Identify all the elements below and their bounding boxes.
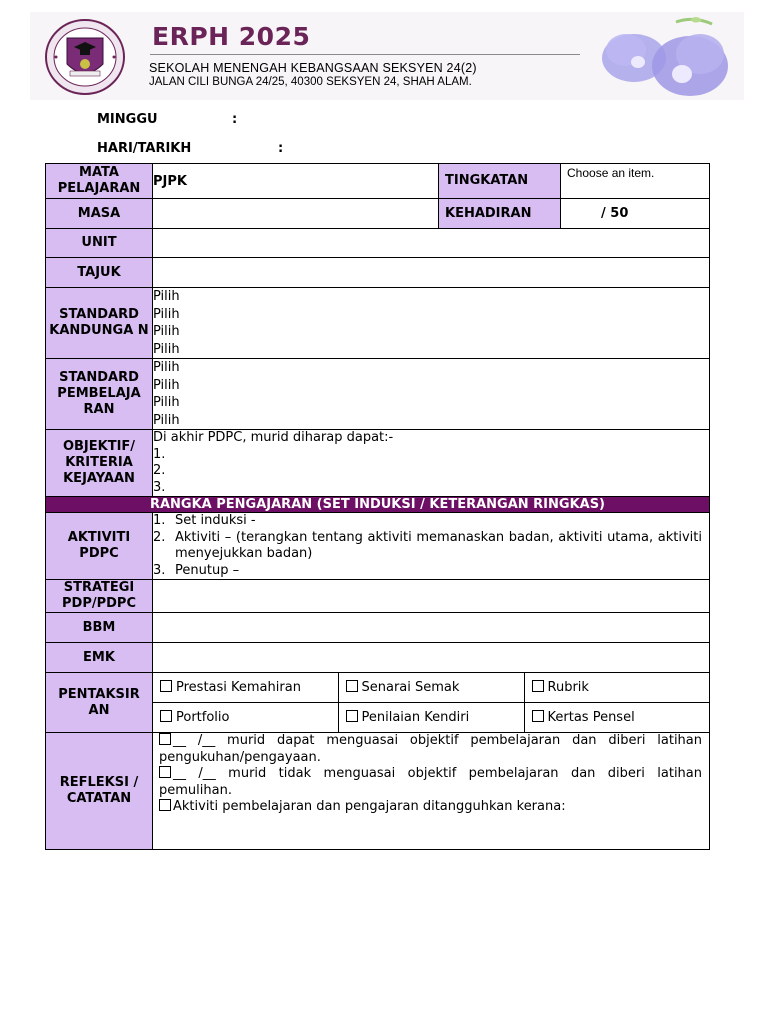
minggu-colon: :	[232, 112, 238, 127]
objektif-value[interactable]	[153, 430, 710, 497]
standard-kandungan-list	[153, 288, 710, 359]
objektif-item: 2.	[153, 463, 166, 478]
school-name: SEKOLAH MENENGAH KEBANGSAAN SEKSYEN 24(2)	[149, 61, 477, 75]
objektif-intro: Di akhir PDPC, murid diharap dapat:-	[153, 430, 394, 445]
hari-tarikh-colon: :	[278, 141, 284, 156]
checkbox-icon	[160, 680, 172, 692]
aktiviti-item: 3. Penutup –	[153, 562, 240, 578]
checkbox-icon	[160, 710, 172, 722]
checkbox-icon[interactable]	[159, 799, 171, 811]
refleksi-tidak-menguasai: __ /__ murid tidak menguasai objektif pembelajaran dan diberi latihan pemulihan.	[159, 766, 702, 798]
minggu-label: MINGGU	[97, 112, 158, 127]
masa-value[interactable]	[153, 199, 439, 229]
standard-kandungan-dropdown[interactable]: Pilih	[153, 341, 180, 357]
refleksi-label: REFLEKSI / CATATAN	[46, 733, 153, 850]
objektif-item: 1.	[153, 446, 166, 462]
unit-value[interactable]	[153, 229, 710, 258]
checkbox-icon	[532, 710, 544, 722]
kertas-pensel-checkbox[interactable]: Kertas Pensel	[524, 703, 709, 733]
pentaksiran-options	[153, 673, 710, 733]
standard-kandungan-label: STANDARD KANDUNGA N	[46, 288, 153, 359]
refleksi-dapat-menguasai: __ /__ murid dapat menguasai objektif pembelajaran dan diberi latihan pengukuhan/pengayaan.	[159, 733, 702, 765]
emk-value[interactable]	[153, 643, 710, 673]
checkbox-icon	[346, 710, 358, 722]
objektif-item: 3.	[153, 479, 166, 495]
standard-pembelajaran-label: STANDARD PEMBELAJA RAN	[46, 359, 153, 430]
emk-label: EMK	[46, 643, 153, 673]
rubrik-checkbox[interactable]: Rubrik	[524, 673, 709, 703]
checkbox-icon[interactable]	[159, 766, 171, 778]
kehadiran-value[interactable]: / 50	[561, 199, 710, 229]
standard-kandungan-dropdown[interactable]: Pilih	[153, 324, 180, 339]
lesson-plan-table	[45, 163, 710, 850]
standard-pembelajaran-dropdown[interactable]: Pilih	[153, 395, 180, 410]
aktiviti-pdpc-value[interactable]	[153, 513, 710, 580]
refleksi-ditangguhkan: Aktiviti pembelajaran dan pengajaran ditangguhkan kerana:	[153, 799, 709, 816]
portfolio-checkbox[interactable]: Portfolio	[153, 703, 338, 733]
standard-pembelajaran-dropdown[interactable]: Pilih	[153, 360, 180, 375]
aktiviti-item: 1. Set induksi -	[153, 513, 256, 528]
standard-kandungan-dropdown[interactable]: Pilih	[153, 289, 180, 304]
aktiviti-pdpc-label: AKTIVITI PDPC	[46, 513, 153, 580]
standard-pembelajaran-list	[153, 359, 710, 430]
hari-tarikh-label: HARI/TARIKH	[97, 141, 192, 156]
masa-label: MASA	[46, 199, 153, 229]
standard-kandungan-dropdown[interactable]: Pilih	[153, 306, 180, 322]
penilaian-kendiri-checkbox[interactable]: Penilaian Kendiri	[338, 703, 524, 733]
tingkatan-dropdown[interactable]: Choose an item.	[561, 164, 710, 199]
checkbox-icon	[532, 680, 544, 692]
header-divider	[150, 54, 580, 55]
tajuk-value[interactable]	[153, 258, 710, 288]
rangka-pengajaran-header: RANGKA PENGAJARAN (SET INDUKSI / KETERANGAN RINGKAS)	[46, 497, 710, 513]
document-title: ERPH 2025	[152, 22, 311, 51]
bbm-value[interactable]	[153, 613, 710, 643]
pentaksiran-label: PENTAKSIR AN	[46, 673, 153, 733]
refleksi-value[interactable]	[153, 733, 710, 850]
strategi-value[interactable]	[153, 580, 710, 613]
bbm-label: BBM	[46, 613, 153, 643]
mata-pelajaran-value[interactable]: PJPK	[153, 164, 439, 199]
senarai-semak-checkbox[interactable]: Senarai Semak	[338, 673, 524, 703]
standard-pembelajaran-dropdown[interactable]: Pilih	[153, 377, 180, 393]
standard-pembelajaran-dropdown[interactable]: Pilih	[153, 412, 180, 428]
butterfly-pea-flower-decoration	[598, 14, 740, 100]
prestasi-kemahiran-checkbox[interactable]: Prestasi Kemahiran	[153, 673, 338, 703]
school-crest-logo	[44, 18, 126, 96]
strategi-label: STRATEGI PDP/PDPC	[46, 580, 153, 613]
mata-pelajaran-label: MATA PELAJARAN	[46, 164, 153, 199]
unit-label: UNIT	[46, 229, 153, 258]
tingkatan-label: TINGKATAN	[439, 164, 561, 199]
objektif-label: OBJEKTIF/ KRITERIA KEJAYAAN	[46, 430, 153, 497]
tajuk-label: TAJUK	[46, 258, 153, 288]
checkbox-icon[interactable]	[159, 733, 171, 745]
kehadiran-label: KEHADIRAN	[439, 199, 561, 229]
checkbox-icon	[346, 680, 358, 692]
aktiviti-item: 2. Aktiviti – (terangkan tentang aktiviti memanaskan badan, aktiviti utama, aktiviti menyejukkan badan)	[153, 529, 702, 561]
school-address: JALAN CILI BUNGA 24/25, 40300 SEKSYEN 24, SHAH ALAM.	[149, 76, 472, 88]
